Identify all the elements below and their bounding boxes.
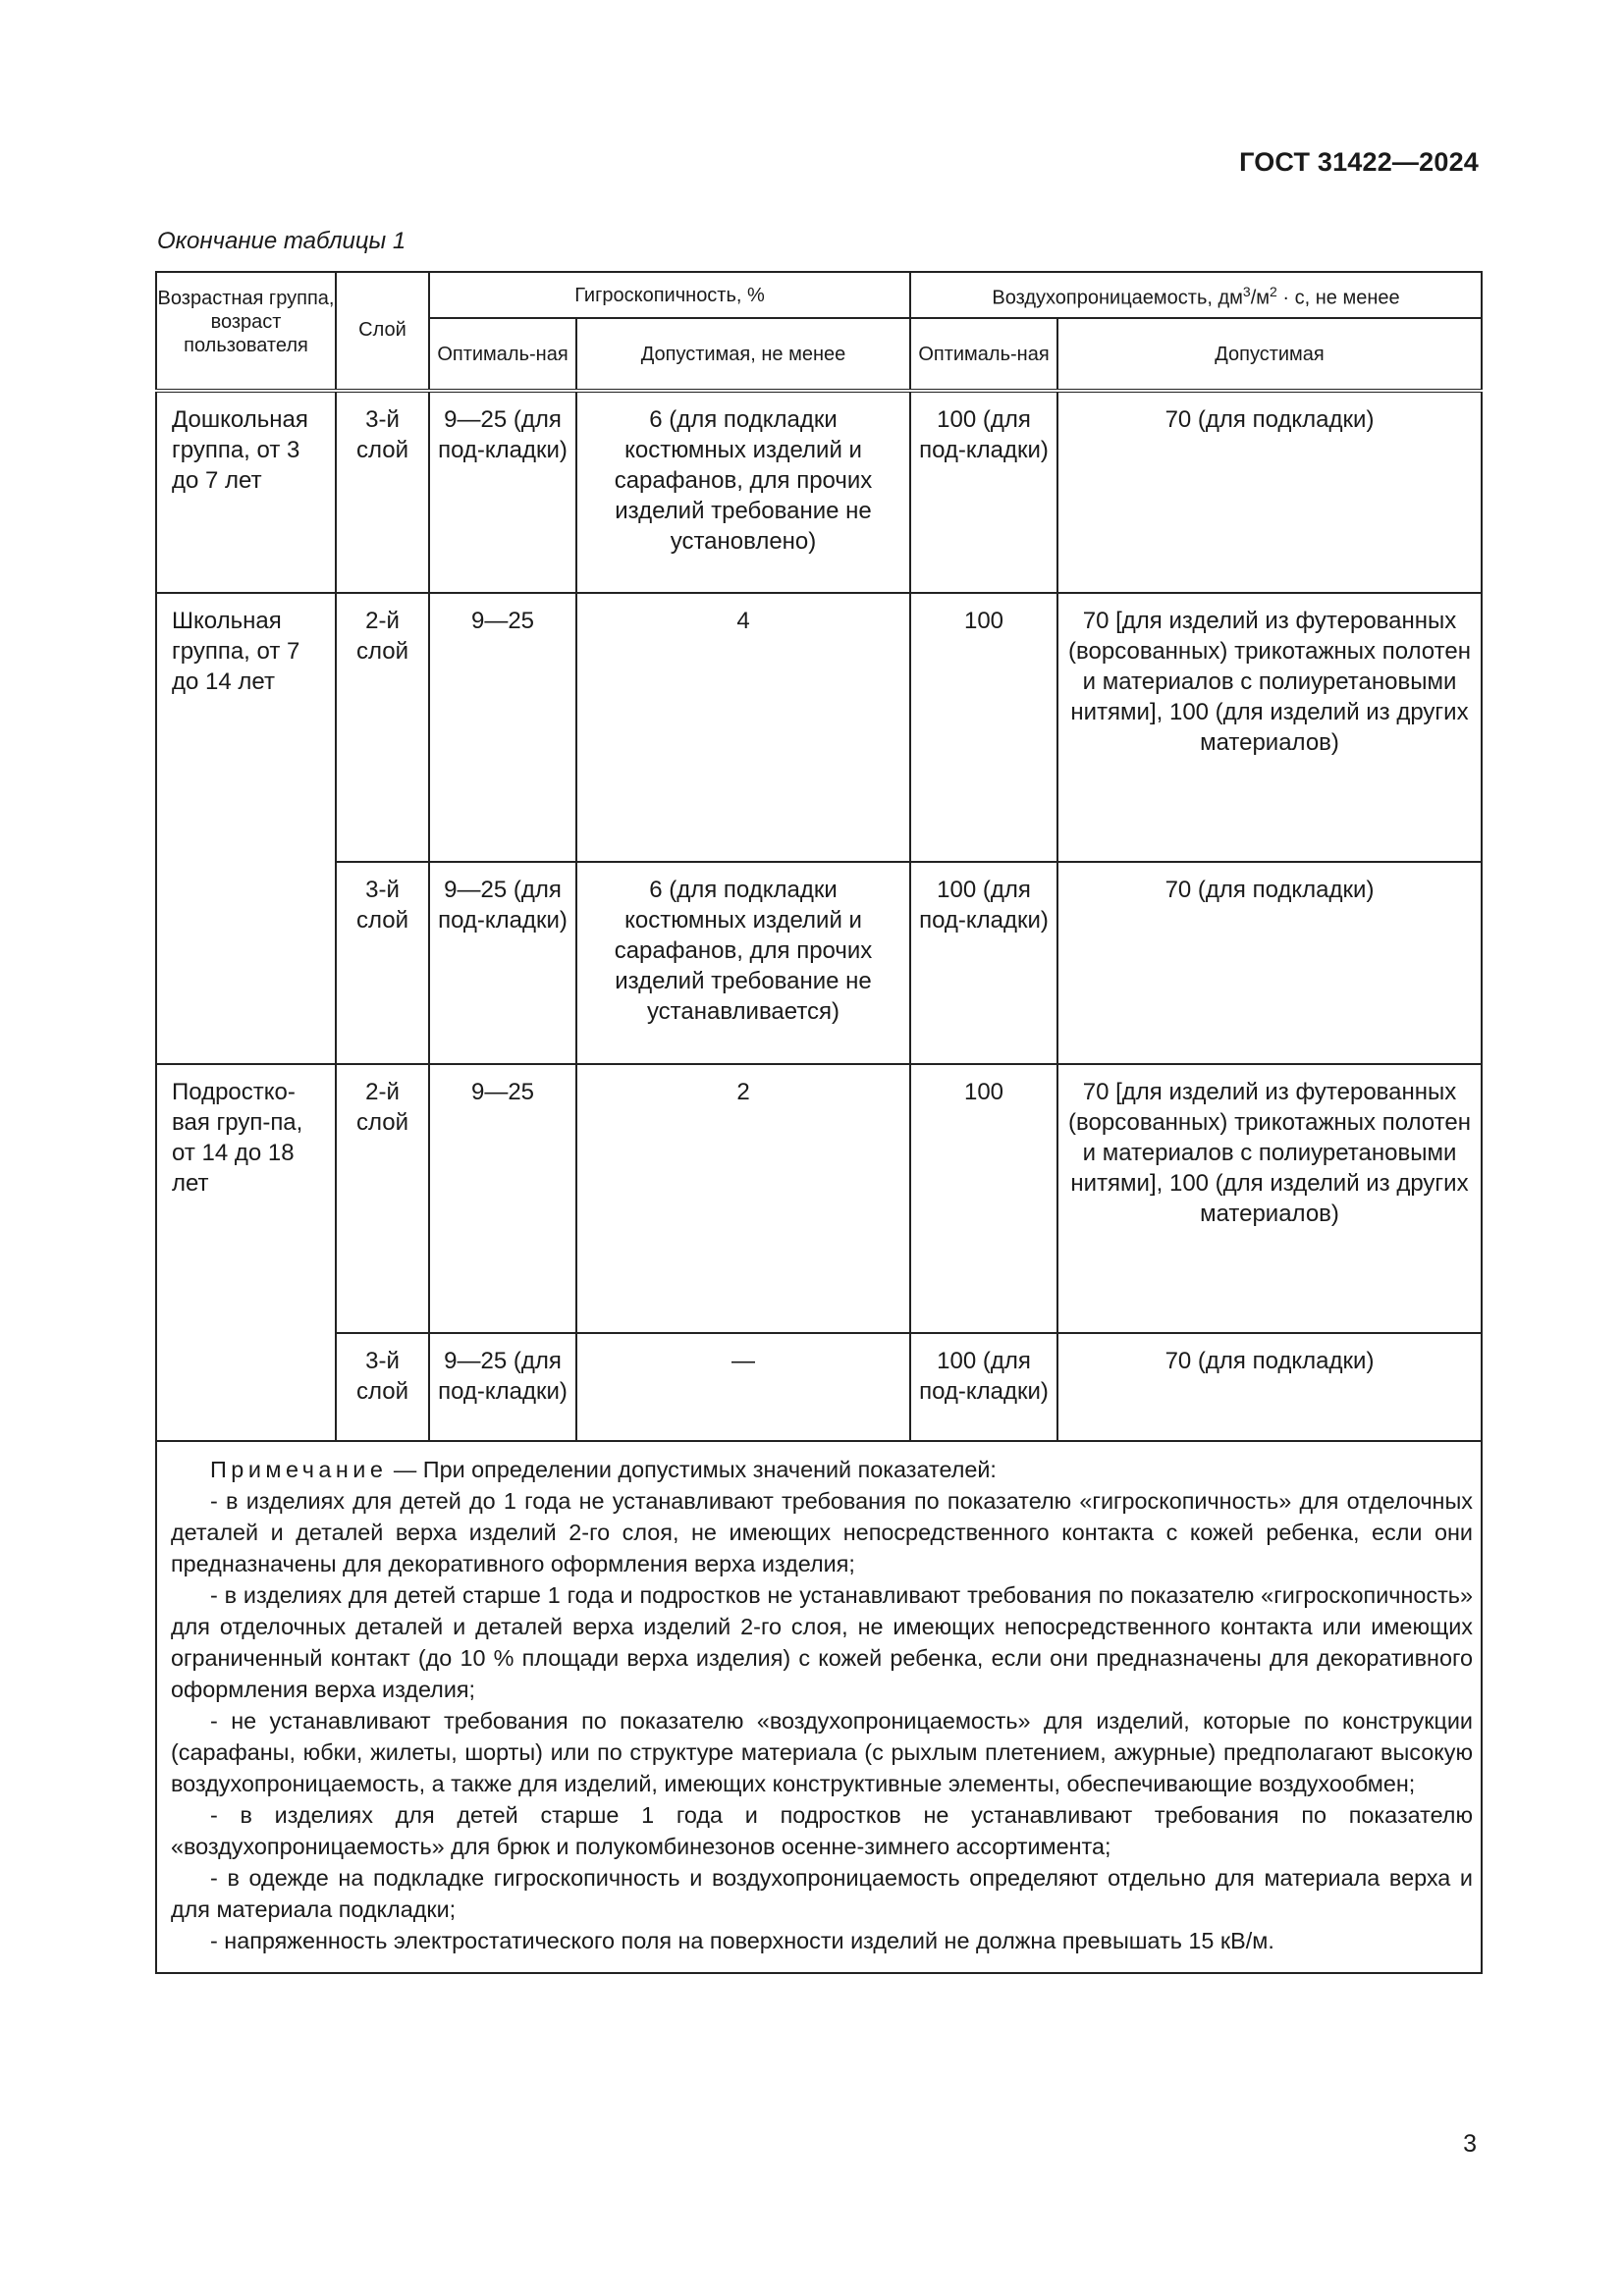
layer-cell: 3-й слой <box>336 391 429 593</box>
table-row <box>156 391 1482 593</box>
air-optimal-cell: 100 (для под-кладки) <box>910 391 1057 593</box>
table-row <box>156 862 1482 1064</box>
age-group-cell: Подростко-вая груп-па, от 14 до 18 лет <box>156 1064 336 1441</box>
layer-cell: 3-й слой <box>336 1333 429 1441</box>
hyg-optimal-cell: 9—25 <box>429 1064 576 1333</box>
air-optimal-cell: 100 (для под-кладки) <box>910 862 1057 1064</box>
note-intro: Примечание — При определении допустимых значений показателей: <box>210 1457 997 1482</box>
hyg-allowed-cell: 6 (для подкладки костюмных изделий и сарафанов, для прочих изделий требование не установлено) <box>576 391 910 593</box>
table-row <box>156 1333 1482 1441</box>
header-hyg-allowed: Допустимая, не менее <box>576 318 910 391</box>
header-air-allowed: Допустимая <box>1057 318 1482 391</box>
air-allowed-cell: 70 (для подкладки) <box>1057 862 1482 1064</box>
air-optimal-cell: 100 <box>910 593 1057 862</box>
air-allowed-cell: 70 [для изделий из футерованных (ворсованных) трикотажных полотен и материалов с полиуретановыми нитями], 100 (для изделий из других материалов) <box>1057 1064 1482 1333</box>
air-optimal-cell: 100 <box>910 1064 1057 1333</box>
standard-id: ГОСТ 31422—2024 <box>1239 147 1479 177</box>
header-layer: Слой <box>336 272 429 391</box>
layer-cell: 2-й слой <box>336 1064 429 1333</box>
hyg-optimal-cell: 9—25 <box>429 593 576 862</box>
hyg-allowed-cell: 6 (для подкладки костюмных изделий и сарафанов, для прочих изделий требование не устанавливается) <box>576 862 910 1064</box>
data-table <box>155 271 1483 1974</box>
age-group-cell: Школьная группа, от 7 до 14 лет <box>156 593 336 1064</box>
hyg-optimal-cell: 9—25 (для под-кладки) <box>429 862 576 1064</box>
table-row <box>156 593 1482 862</box>
header-hygroscopicity: Гигроскопичность, % <box>429 272 910 318</box>
note-item: - в изделиях для детей старше 1 года и подростков не устанавливают требования по показателю «воздухопроницаемость» для брюк и полукомбинезонов осенне-зимнего ассортимента; <box>171 1802 1473 1859</box>
note-item: - в изделиях для детей старше 1 года и подростков не устанавливают требования по показателю «гигроскопичность» для отделочных деталей и деталей верха изделий 2-го слоя, не имеющих непосредственного контакта или имеющих ограниченный контакт (до 10 % площади верха изделия) с кожей ребенка, если они предназначены для декоративного оформления верха изделия; <box>171 1582 1473 1702</box>
note-item: - не устанавливают требования по показателю «воздухопроницаемость» для изделий, которые по конструкции (сарафаны, юбки, жилеты, шорты) или по структуре материала (с рыхлым плетением, ажурные) предполагают высокую воздухопроницаемость, а также для изделий, имеющих конструктивные элементы, обеспечивающие воздухообмен; <box>171 1708 1473 1796</box>
note-item: - в изделиях для детей до 1 года не устанавливают требования по показателю «гигроскопичность» для отделочных деталей и деталей верха изделий 2-го слоя, не имеющих непосредственного контакта с кожей ребенка, если они предназначены для декоративного оформления верха изделия; <box>171 1488 1473 1576</box>
layer-cell: 2-й слой <box>336 593 429 862</box>
header-air-permeability: Воздухопроницаемость, $дм^3/м^2 \cdot с$, не менее <box>910 272 1482 318</box>
hyg-allowed-cell: — <box>576 1333 910 1441</box>
note-label: Примечание <box>210 1457 388 1482</box>
header-air-optimal: Оптималь-ная <box>910 318 1057 391</box>
hyg-optimal-cell: 9—25 (для под-кладки) <box>429 391 576 593</box>
header-hyg-optimal: Оптималь-ная <box>429 318 576 391</box>
age-group-cell: Дошкольная группа, от 3 до 7 лет <box>156 391 336 593</box>
table-row <box>156 1064 1482 1333</box>
hyg-optimal-cell: 9—25 (для под-кладки) <box>429 1333 576 1441</box>
note-row <box>156 1441 1482 1973</box>
air-allowed-cell: 70 [для изделий из футерованных (ворсованных) трикотажных полотен и материалов с полиуретановыми нитями], 100 (для изделий из других материалов) <box>1057 593 1482 862</box>
hyg-allowed-cell: 4 <box>576 593 910 862</box>
air-allowed-cell: 70 (для подкладки) <box>1057 1333 1482 1441</box>
air-allowed-cell: 70 (для подкладки) <box>1057 391 1482 593</box>
table-caption: Окончание таблицы 1 <box>157 228 406 254</box>
note-item: - в одежде на подкладке гигроскопичность и воздухопроницаемость определяют отдельно для материала верха и для материала подкладки; <box>171 1865 1473 1922</box>
note-item: - напряженность электростатического поля на поверхности изделий не должна превышать 15 кВ/м. <box>210 1928 1274 1953</box>
header-age-group: Возрастная группа, возраст пользователя <box>156 272 336 391</box>
note-cell <box>156 1441 1482 1973</box>
layer-cell: 3-й слой <box>336 862 429 1064</box>
air-optimal-cell: 100 (для под-кладки) <box>910 1333 1057 1441</box>
page-number: 3 <box>1463 2130 1477 2158</box>
table-header-row <box>156 272 1482 318</box>
hyg-allowed-cell: 2 <box>576 1064 910 1333</box>
